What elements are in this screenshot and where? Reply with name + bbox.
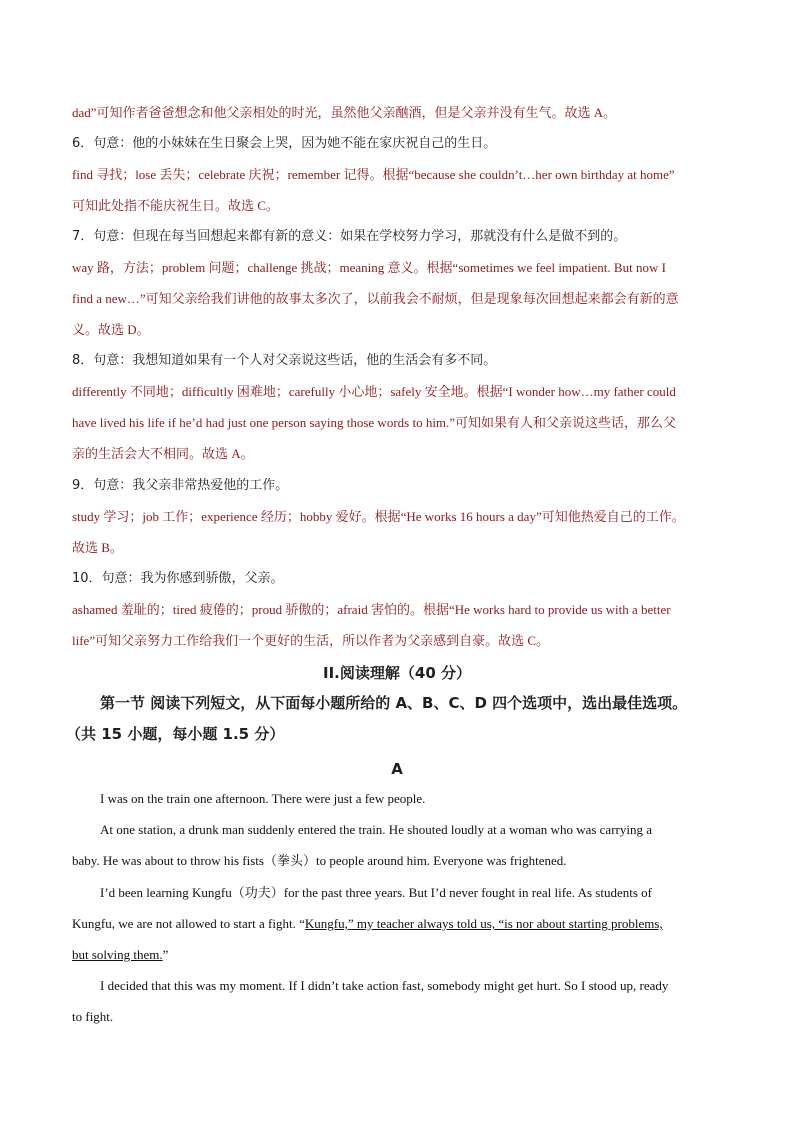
passage-paragraph: I was on the train one afternoon. There were just a few people. <box>100 791 426 806</box>
passage-paragraph <box>72 915 663 933</box>
q7-explanation-line: find a new…”可知父亲给我们讲他的故事太多次了，以前我会不耐烦，但是现象每次回想起来都会有新的意 <box>72 291 679 306</box>
underlined-quote: Kungfu,” my teacher always told us, “is nor about starting problems, <box>304 916 663 931</box>
q7-explanation-line: way 路，方法；problem 问题；challenge 挑战；meaning 意义。根据“sometimes we feel impatient. But now I <box>72 260 666 275</box>
q6-sentence-meaning: 6．句意：他的小妹妹在生日聚会上哭，因为她不能在家庆祝自己的生日。 <box>72 136 497 151</box>
passage-paragraph: I decided that this was my moment. If I didn’t take action fast, somebody might get hurt. So I stood up, ready <box>100 978 669 993</box>
underlined-quote: but solving them. <box>72 947 163 962</box>
q5-explanation-tail: dad”可知作者爸爸想念和他父亲相处的时光，虽然他父亲酗酒，但是父亲并没有生气。故选 A。 <box>72 105 617 120</box>
q9-explanation-line: study 学习；job 工作；experience 经历；hobby 爱好。根据“He works 16 hours a day”可知他热爱自己的工作。 <box>72 509 685 524</box>
q8-explanation-line: have lived his life if he’d had just one person saying those words to him.”可知如果有人和父亲说这些话，那么父 <box>72 415 677 430</box>
section-heading: II.阅读理解（40 分） <box>323 664 471 682</box>
q9-sentence-meaning: 9．句意：我父亲非常热爱他的工作。 <box>72 478 289 493</box>
passage-paragraph: baby. He was about to throw his fists（拳头）to people around him. Everyone was frightened. <box>72 853 567 868</box>
passage-label: A <box>391 760 403 778</box>
q8-explanation-line: differently 不同地；difficultly 困难地；carefully 小心地；safely 安全地。根据“I wonder how…my father could <box>72 384 676 399</box>
q10-explanation-line: ashamed 羞耻的；tired 疲倦的；proud 骄傲的；afraid 害怕的。根据“He works hard to provide us with a better <box>72 602 671 617</box>
q8-sentence-meaning: 8．句意：我想知道如果有一个人对父亲说这些话，他的生活会有多不同。 <box>72 353 497 368</box>
q8-explanation-line: 亲的生活会大不相同。故选 A。 <box>72 446 254 461</box>
passage-paragraph: At one station, a drunk man suddenly entered the train. He shouted loudly at a woman who was carrying a <box>100 822 652 837</box>
q10-sentence-meaning: 10．句意：我为你感到骄傲，父亲。 <box>72 571 284 586</box>
q7-explanation-line: 义。故选 D。 <box>72 322 150 337</box>
q6-explanation-line: find 寻找；lose 丢失；celebrate 庆祝；remember 记得。根据“because she couldn’t…her own birthday at home” <box>72 167 675 182</box>
section-instruction: （共 15 小题，每小题 1.5 分） <box>66 725 285 743</box>
passage-paragraph <box>72 946 168 964</box>
q6-explanation-line: 可知此处指不能庆祝生日。故选 C。 <box>72 198 279 213</box>
passage-paragraph: to fight. <box>72 1009 114 1024</box>
q9-explanation-line: 故选 B。 <box>72 540 123 555</box>
passage-text: ” <box>162 947 169 962</box>
q10-explanation-line: life”可知父亲努力工作给我们一个更好的生活，所以作者为父亲感到自豪。故选 C。 <box>72 633 550 648</box>
passage-text: Kungfu, we are not allowed to start a fight. “ <box>72 916 305 931</box>
passage-paragraph: I’d been learning Kungfu（功夫）for the past three years. But I’d never fought in real life. As students of <box>100 885 652 900</box>
q7-sentence-meaning: 7．句意：但现在每当回想起来都有新的意义：如果在学校努力学习，那就没有什么是做不到的。 <box>72 229 627 244</box>
section-instruction: 第一节 阅读下列短文，从下面每小题所给的 A、B、C、D 四个选项中，选出最佳选项。 <box>100 694 688 712</box>
